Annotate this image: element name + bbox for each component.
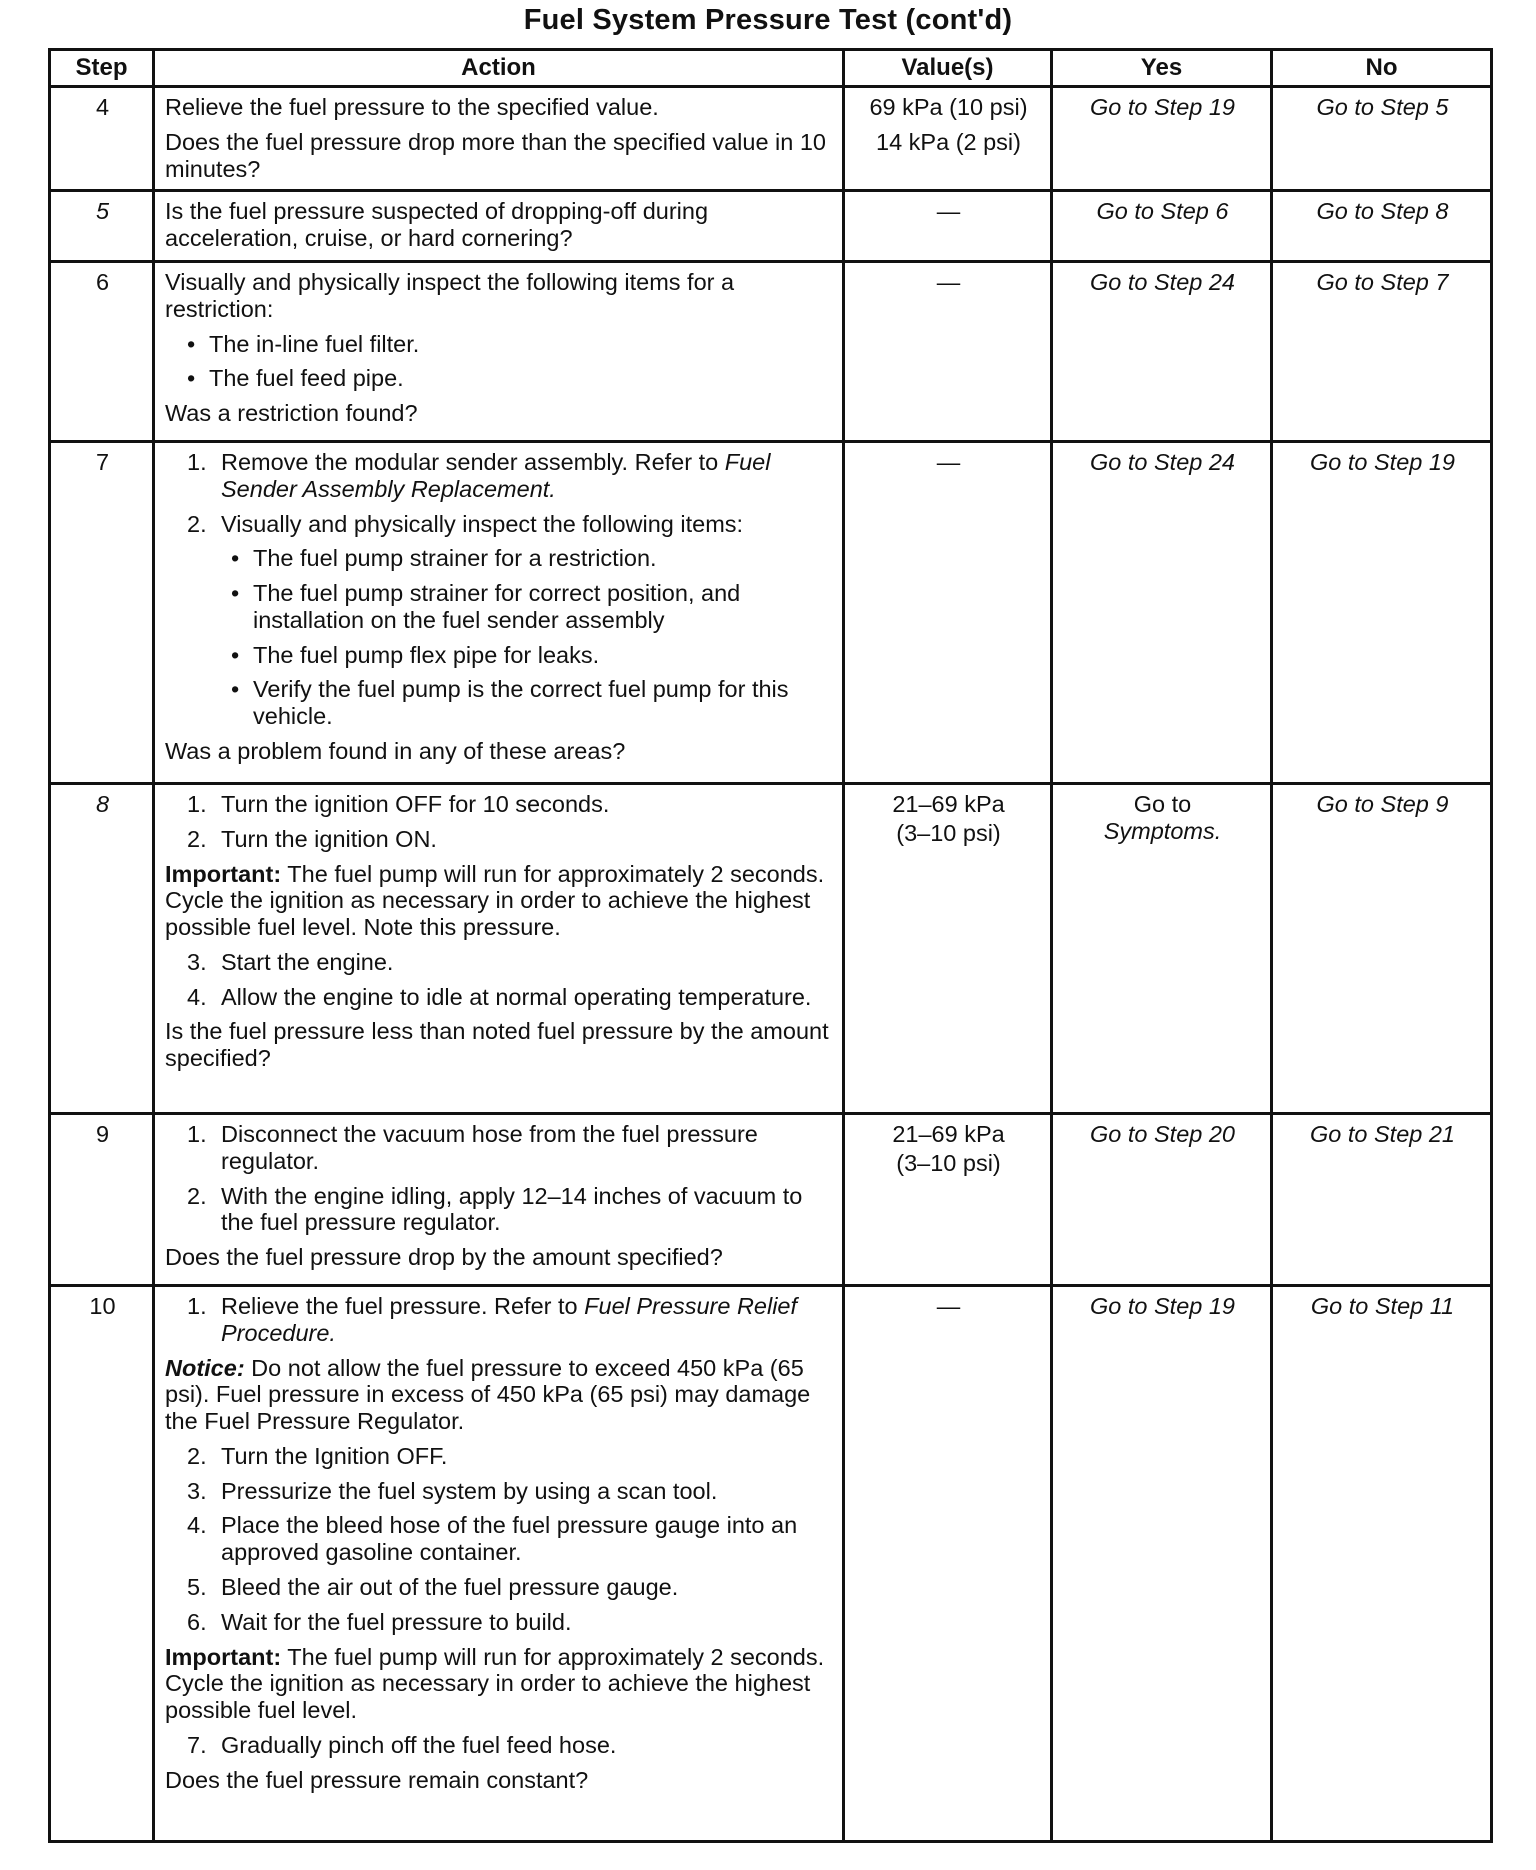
no-cell: Go to Step 21 [1272,1114,1492,1286]
list-item: 3. Pressurize the fuel system by using a scan tool. [187,1477,718,1504]
value-text: 21–69 kPa [892,791,1005,817]
column-header-yes: Yes [1052,50,1272,87]
list-item: • Verify the fuel pump is the correct fuel pump for this vehicle. [231,676,789,730]
action-cell [154,191,844,262]
yes-cell: Go to Step 24 [1052,262,1272,442]
step-number: 10 [50,1286,154,1842]
table-header-row [50,50,1492,87]
table-row [50,87,1492,191]
no-cell: Go to Step 9 [1272,784,1492,1114]
important-note: Important: The fuel pump will run for approximately 2 seconds. Cycle the ignition as necessary in order to achieve the highest possible fuel level. [165,1643,825,1724]
value-cell: — [844,262,1052,442]
list-item: 4. Allow the engine to idle at normal operating temperature. [187,983,812,1010]
list-item: 1. Relieve the fuel pressure. Refer to Fuel Pressure Relief Procedure. [187,1293,798,1346]
action-question: Does the fuel pressure drop by the amount specified? [165,1244,723,1271]
value-cell [844,784,1052,1114]
step-number: 5 [50,191,154,262]
step-number: 9 [50,1114,154,1286]
column-header-action: Action [154,50,844,87]
value-text: (3–10 psi) [896,1149,1001,1176]
list-item: 4. Place the bleed hose of the fuel pressure gauge into an approved gasoline container. [187,1512,798,1566]
yes-cell: Go to Step 19 [1052,87,1272,191]
list-item: 2. Turn the Ignition OFF. [187,1442,448,1469]
list-item: 7. Gradually pinch off the fuel feed hose. [187,1731,617,1758]
value-cell: — [844,442,1052,784]
action-text: Visually and physically inspect the following items for a restriction: [165,269,735,322]
fuel-pressure-test-table [48,48,1493,1843]
list-item: 1. Remove the modular sender assembly. Refer to Fuel Sender Assembly Replacement. [187,449,771,502]
yes-cell: Go to Step 6 [1052,191,1272,262]
important-note: Important: The fuel pump will run for approximately 2 seconds. Cycle the ignition as necessary in order to achieve the highest possible fuel level. Note this pressure. [165,860,825,941]
action-cell [154,784,844,1114]
table-row [50,262,1492,442]
action-question: Was a restriction found? [165,400,418,427]
list-item: 6. Wait for the fuel pressure to build. [187,1608,572,1635]
action-cell [154,87,844,191]
reference-link: Fuel Sender Assembly Replacement. [221,449,771,502]
step-number: 7 [50,442,154,784]
list-item: 2. Visually and physically inspect the following items: [187,510,744,537]
yes-cell: Go to Step 19 [1052,1286,1272,1842]
list-item: 5. Bleed the air out of the fuel pressure gauge. [187,1574,679,1601]
table-row [50,1114,1492,1286]
value-text: 21–69 kPa [892,1121,1005,1147]
table-row [50,191,1492,262]
yes-cell [1052,784,1272,1114]
action-question: Does the fuel pressure drop more than the specified value in 10 minutes? [165,128,827,182]
no-cell: Go to Step 19 [1272,442,1492,784]
table-row [50,784,1492,1114]
value-text: 69 kPa (10 psi) [869,94,1028,120]
yes-cell: Go to Step 24 [1052,442,1272,784]
reference-link: Fuel Pressure Relief Procedure. [221,1293,798,1346]
value-text: 14 kPa (2 psi) [876,128,1021,155]
table-row [50,442,1492,784]
list-item: 1. Disconnect the vacuum hose from the fuel pressure regulator. [187,1121,758,1174]
value-cell [844,87,1052,191]
action-question: Does the fuel pressure remain constant? [165,1766,589,1793]
list-item: • The fuel feed pipe. [187,365,404,392]
step-number: 6 [50,262,154,442]
action-question: Was a problem found in any of these areas? [165,738,626,765]
step-number: 8 [50,784,154,1114]
list-item: • The fuel pump strainer for a restriction. [231,545,657,572]
list-item: 2. With the engine idling, apply 12–14 inches of vacuum to the fuel pressure regulator. [187,1182,803,1236]
action-question: Is the fuel pressure suspected of dropping-off during acceleration, cruise, or hard cornering? [165,198,709,251]
list-item: 1. Turn the ignition OFF for 10 seconds. [187,791,610,817]
action-cell [154,262,844,442]
table-row [50,1286,1492,1842]
list-item: • The fuel pump strainer for correct position, and installation on the fuel sender assembly [231,580,741,633]
column-header-values: Value(s) [844,50,1052,87]
action-text: Relieve the fuel pressure to the specified value. [165,94,659,120]
yes-prefix: Go to [1133,791,1192,817]
list-item: • The in-line fuel filter. [187,330,420,357]
notice-note: Notice: Do not allow the fuel pressure to exceed 450 kPa (65 psi). Fuel pressure in excess of 450 kPa (65 psi) may damage the Fuel Pressure Regulator. [165,1354,811,1435]
action-cell [154,442,844,784]
no-cell: Go to Step 11 [1272,1286,1492,1842]
value-cell: — [844,1286,1052,1842]
list-item: 3. Start the engine. [187,948,394,975]
value-text: (3–10 psi) [896,819,1001,846]
yes-cell: Go to Step 20 [1052,1114,1272,1286]
column-header-step: Step [50,50,154,87]
action-cell [154,1114,844,1286]
symptoms-reference: Symptoms. [1103,817,1222,844]
step-number: 4 [50,87,154,191]
page-title: Fuel System Pressure Test (cont'd) [523,4,1013,36]
no-cell: Go to Step 5 [1272,87,1492,191]
no-cell: Go to Step 8 [1272,191,1492,262]
no-cell: Go to Step 7 [1272,262,1492,442]
action-cell [154,1286,844,1842]
list-item: • The fuel pump flex pipe for leaks. [231,641,600,668]
value-cell: — [844,191,1052,262]
column-header-no: No [1272,50,1492,87]
action-question: Is the fuel pressure less than noted fuel pressure by the amount specified? [165,1018,829,1072]
value-cell [844,1114,1052,1286]
list-item: 2. Turn the ignition ON. [187,825,437,852]
